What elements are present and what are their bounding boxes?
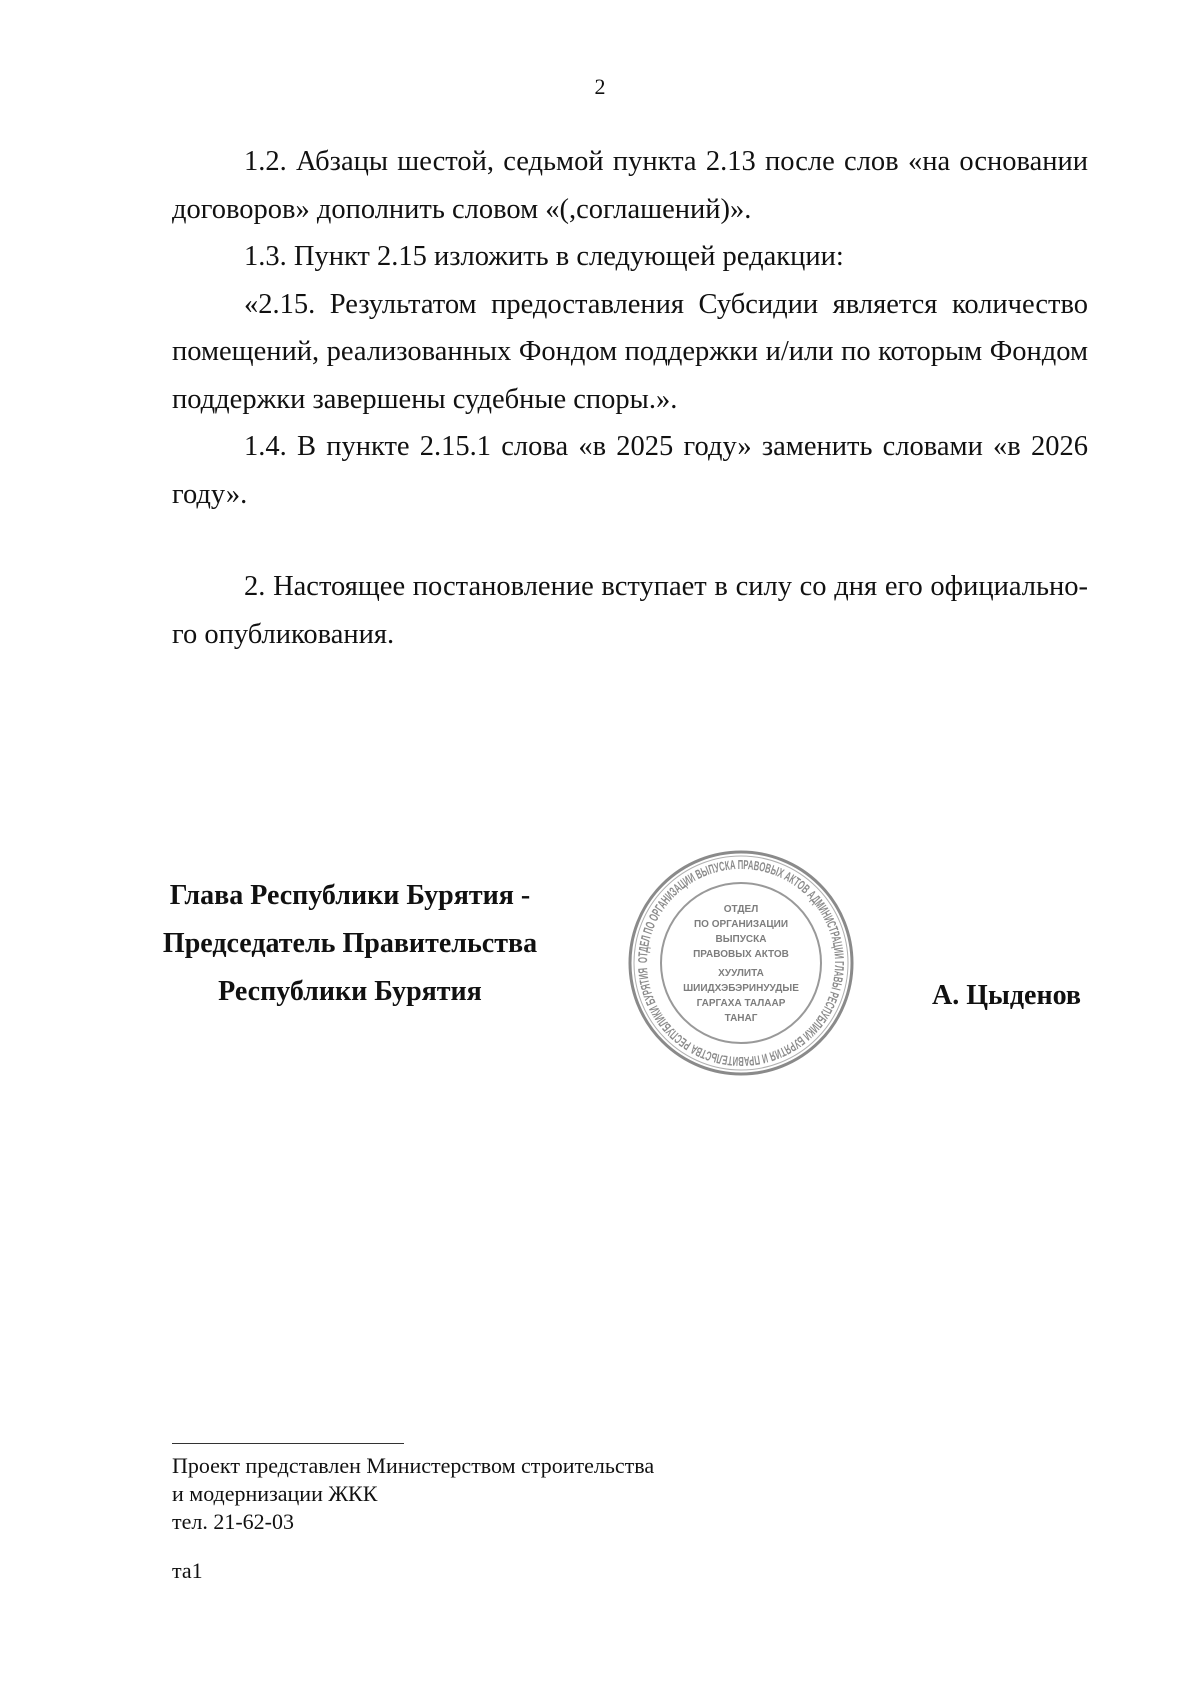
paragraph-2-effective-date: 2. Настоящее постановление вступает в силу со дня его официально-го опубликования. (172, 571, 1088, 650)
official-seal (626, 848, 856, 1078)
svg-text:ХУУЛИТА: ХУУЛИТА (718, 968, 764, 979)
svg-text:ГАРГАХА ТАЛААР: ГАРГАХА ТАЛААР (696, 998, 786, 1009)
paragraph-1-3: 1.3. Пункт 2.15 изложить в следующей редакции: (244, 241, 844, 272)
footnote (172, 1452, 654, 1536)
svg-text:ОТДЕЛ: ОТДЕЛ (723, 904, 759, 915)
signatory-title-line: Республики Бурятия (218, 976, 482, 1007)
footnote-line: Проект представлен Министерством строительства (172, 1453, 655, 1478)
svg-text:ОТДЕЛ ПО ОРГАНИЗАЦИИ ВЫПУСКА П: ОТДЕЛ ПО ОРГАНИЗАЦИИ ВЫПУСКА ПРАВОВЫХ АКТОВ АДМИНИСТРАЦИИ ГЛАВЫ РЕСПУБЛИКИ БУРЯТИЯ И ПРАВИТЕЛЬСТВА РЕСПУБЛИКИ БУРЯТИЯ (634, 856, 848, 1070)
footnote-line: тел. 21-62-03 (172, 1509, 295, 1534)
signatory-title-line: Председатель Правительства (162, 928, 538, 959)
paragraph-1-4: 1.4. В пункте 2.15.1 слова «в 2025 году» заменить словами «в 2026 году». (172, 431, 1088, 510)
page-number: 2 (594, 74, 606, 99)
paragraph-2-15-quote: «2.15. Результатом предоставления Субсидии является количество помещений, реализованных Фондом поддержки и/или по которым Фондом поддержки завершены судебные споры.». (172, 288, 1088, 415)
svg-text:ШИИДХЭБЭРИНУУДЫЕ: ШИИДХЭБЭРИНУУДЫЕ (683, 983, 799, 994)
svg-text:ПРАВОВЫХ АКТОВ: ПРАВОВЫХ АКТОВ (693, 949, 789, 960)
document-body (172, 138, 1088, 658)
footnote-divider (172, 1443, 404, 1444)
document-code: та1 (172, 1558, 203, 1583)
svg-text:ТАНАГ: ТАНАГ (724, 1013, 758, 1024)
signatory-title-line: Глава Республики Бурятия - (169, 880, 531, 911)
paragraph-1-2: 1.2. Абзацы шестой, седьмой пункта 2.13 после слов «на основании договоров» дополнить словом «(,соглашений)». (172, 146, 1088, 225)
footnote-line: и модернизации ЖКК (172, 1481, 378, 1506)
signatory-name: А. Цыденов (932, 980, 1082, 1011)
svg-text:ПО ОРГАНИЗАЦИИ: ПО ОРГАНИЗАЦИИ (693, 919, 789, 930)
signatory-title (140, 872, 560, 1016)
svg-text:ВЫПУСКА: ВЫПУСКА (715, 934, 767, 945)
